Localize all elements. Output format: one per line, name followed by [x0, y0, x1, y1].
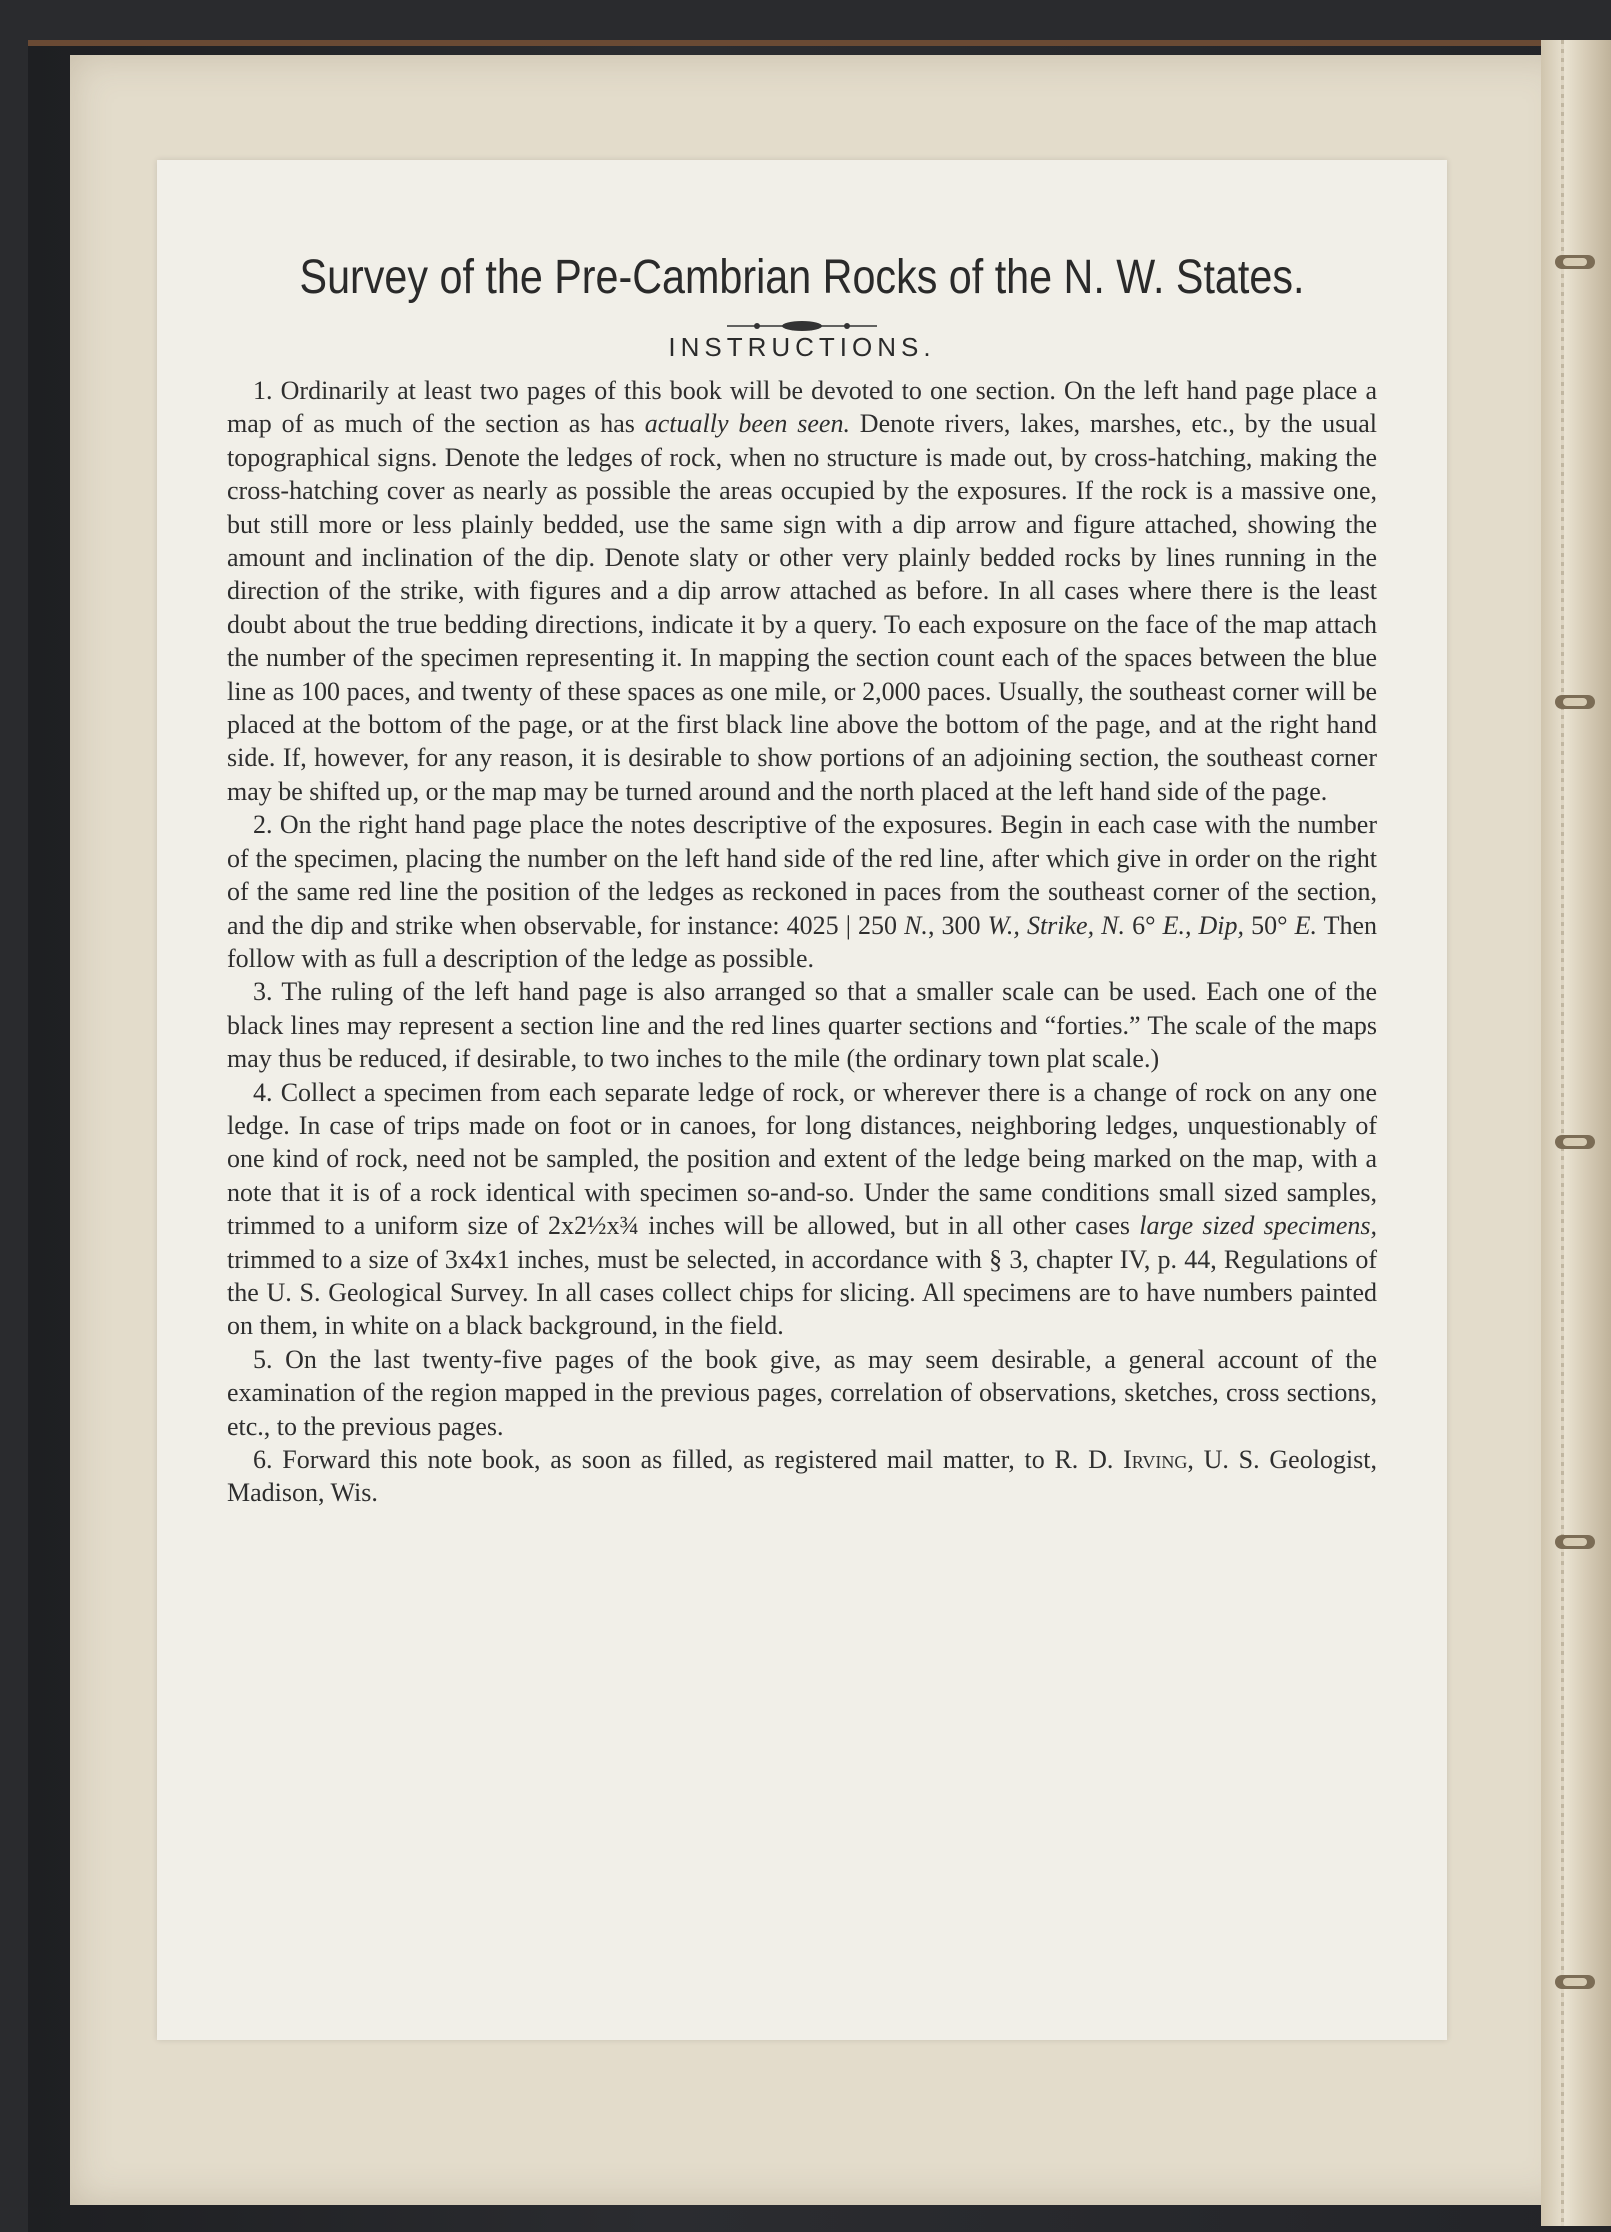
binding-stitch	[1555, 1135, 1595, 1149]
instruction-sheet	[157, 160, 1447, 2040]
instruction-1: 1. Ordinarily at least two pages of this book will be devoted to one section. On the left hand page place a map of as much of the section as has actually been seen. Denote rivers, lakes, marshes, etc., by the usual topographical signs. Denote the ledges of rock, when no structure is made out, by cross-hatching, making the cross-hatching cover as nearly as possible the areas occupied by the exposures. If the rock is a massive one, but still more or less plainly bedded, use the same sign with a dip arrow and figure attached, showing the amount and inclination of the dip. Denote slaty or other very plainly bedded rocks by lines running in the direction of the strike, with figures and a dip arrow attached as before. In all cases where there is the least doubt about the true bedding directions, indicate it by a query. To each exposure on the face of the map attach the number of the specimen representing it. In mapping the section count each of the spaces between the blue line as 100 paces, and twenty of these spaces as one mile, or 2,000 paces. Usually, the southeast corner will be placed at the bottom of the page, or at the first black line above the bottom of the page, and at the right hand side. If, however, for any reason, it is desirable to show portions of an adjoining section, the southeast corner may be shifted up, or the map may be turned around and the north placed at the left hand side of the page.	[227, 376, 1377, 806]
instructions-body	[227, 374, 1377, 1510]
binding-stitch	[1555, 1975, 1595, 1989]
instructions-heading: INSTRUCTIONS.	[668, 332, 936, 362]
instruction-3: 3. The ruling of the left hand page is also arranged so that a smaller scale can be used. Each one of the black lines may represent a section line and the red lines quarter sections and “forties.” The scale of the maps may thus be reduced, if desirable, to two inches to the mile (the ordinary town plat scale.)	[227, 977, 1377, 1074]
page-title: Survey of the Pre-Cambrian Rocks of the N. W. States.	[299, 251, 1305, 304]
binding-stitch	[1555, 695, 1595, 709]
binding-stitch	[1555, 255, 1595, 269]
instruction-6: 6. Forward this note book, as soon as filled, as registered mail matter, to R. D. Irving, U. S. Geologist, Madison, Wis.	[227, 1445, 1377, 1508]
page-edges	[1541, 40, 1611, 2226]
binding-stitch	[1555, 1535, 1595, 1549]
instruction-5: 5. On the last twenty-five pages of the book give, as may seem desirable, a general account of the examination of the region mapped in the previous pages, correlation of observations, sketches, cross sections, etc., to the previous pages.	[227, 1344, 1377, 1441]
instruction-4: 4. Collect a specimen from each separate ledge of rock, or wherever there is a change of rock on any one ledge. In case of trips made on foot or in canoes, for long distances, neighboring ledges, unquestionably of one kind of rock, need not be sampled, the position and extent of the ledge being marked on the map, with a note that it is of a rock identical with specimen so-and-so. Under the same conditions small sized samples, trimmed to a uniform size of 2x2½x¾ inches will be allowed, but in all other cases large sized specimens, trimmed to a size of 3x4x1 inches, must be selected, in accordance with § 3, chapter IV, p. 44, Regulations of the U. S. Geological Survey. In all cases collect chips for slicing. All specimens are to have numbers painted on them, in white on a black background, in the field.	[227, 1077, 1377, 1341]
instruction-2: 2. On the right hand page place the notes descriptive of the exposures. Begin in each case with the number of the specimen, placing the number on the left hand side of the red line, after which give in order on the right of the same red line the position of the ledges as reckoned in paces from the southeast corner of the section, and the dip and strike when observable, for instance: 4025 | 250 N., 300 W., Strike, N. 6° E., Dip, 50° E. Then follow with as full a description of the ledge as possible.	[227, 810, 1377, 973]
